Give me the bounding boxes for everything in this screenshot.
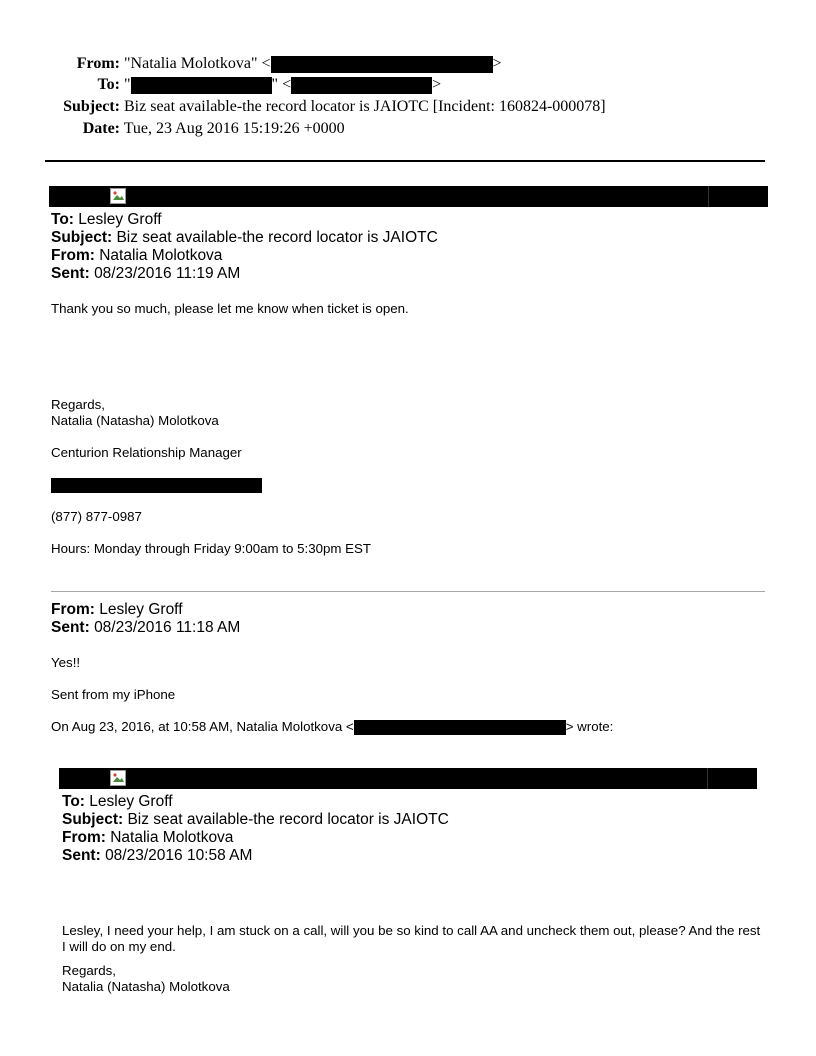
msg2-from-value: Lesley Groff — [99, 601, 183, 618]
msg1-phone: (877) 877-0987 — [51, 509, 142, 524]
message-banner — [59, 768, 757, 789]
msg2-body: Yes!! — [51, 655, 81, 670]
msg3-sent-value: 08/23/2016 10:58 AM — [105, 847, 253, 864]
header-to-label: To: — [97, 76, 120, 93]
banner-segment — [707, 768, 708, 789]
msg1-sent — [51, 265, 240, 283]
header-from-label: From: — [76, 55, 120, 72]
msg3-from-label: From: — [62, 829, 106, 846]
msg2-from — [51, 601, 183, 619]
header-subject-row — [60, 97, 606, 117]
msg3-to-value: Lesley Groff — [89, 793, 173, 810]
msg3-sent-label: Sent: — [62, 847, 101, 864]
msg1-sent-label: Sent: — [51, 265, 90, 282]
header-to-row — [60, 75, 441, 95]
msg2-sent-label: Sent: — [51, 619, 90, 636]
message-banner — [49, 186, 768, 207]
header-to-open: " — [124, 76, 131, 93]
header-from-close: > — [492, 55, 502, 72]
msg1-to — [51, 211, 162, 229]
msg1-subject-label: Subject: — [51, 229, 113, 246]
header-date-label: Date: — [82, 120, 120, 137]
msg3-from-value: Natalia Molotkova — [110, 829, 234, 846]
msg3-sent — [62, 847, 252, 865]
msg1-sender-title: Centurion Relationship Manager — [51, 445, 242, 460]
broken-image-icon — [110, 770, 126, 786]
msg2-quote-suffix: > wrote: — [565, 719, 614, 734]
header-subject-label: Subject: — [63, 98, 120, 115]
header-date-value: Tue, 23 Aug 2016 15:19:26 +0000 — [123, 120, 345, 137]
redaction-block — [291, 77, 432, 94]
msg2-quote-prefix: On Aug 23, 2016, at 10:58 AM, Natalia Molotkova < — [51, 719, 354, 734]
msg3-to-label: To: — [62, 793, 85, 810]
msg2-sent-value: 08/23/2016 11:18 AM — [94, 619, 241, 636]
msg1-body: Thank you so much, please let me know when ticket is open. — [51, 301, 409, 316]
msg3-body: Lesley, I need your help, I am stuck on a call, will you be so kind to call AA and uncheck them out, please? And the rest I will do on my end. — [62, 923, 761, 954]
header-from-value: "Natalia Molotkova" < — [124, 55, 271, 72]
msg1-sent-value: 08/23/2016 11:19 AM — [94, 265, 241, 282]
header-divider — [45, 160, 765, 162]
msg1-to-label: To: — [51, 211, 74, 228]
msg1-hours: Hours: Monday through Friday 9:00am to 5:30pm EST — [51, 541, 372, 556]
msg2-sent — [51, 619, 240, 637]
msg3-sender-name: Natalia (Natasha) Molotkova — [62, 979, 230, 994]
msg2-quote-line — [51, 719, 613, 735]
msg1-subject — [51, 229, 438, 247]
msg1-from-value: Natalia Molotkova — [99, 247, 223, 264]
msg1-from-label: From: — [51, 247, 95, 264]
redaction-block — [131, 77, 272, 94]
redaction-block — [271, 56, 493, 73]
message-divider — [51, 591, 765, 592]
broken-image-icon — [110, 188, 126, 204]
msg1-subject-value: Biz seat available-the record locator is JAIOTC — [116, 229, 438, 246]
header-subject-value: Biz seat available-the record locator is JAIOTC [Incident: 160824-000078] — [124, 98, 606, 115]
msg1-from — [51, 247, 222, 265]
msg1-to-value: Lesley Groff — [78, 211, 162, 228]
msg2-from-label: From: — [51, 601, 95, 618]
redaction-block — [354, 720, 566, 735]
header-to-mid: " < — [271, 76, 292, 93]
banner-segment — [708, 186, 709, 207]
msg2-signature: Sent from my iPhone — [51, 687, 176, 702]
msg3-subject — [62, 811, 449, 829]
msg1-sender-name: Natalia (Natasha) Molotkova — [51, 413, 219, 428]
msg3-subject-value: Biz seat available-the record locator is JAIOTC — [127, 811, 449, 828]
header-from-row — [60, 54, 502, 74]
redaction-block — [51, 478, 262, 493]
msg3-subject-label: Subject: — [62, 811, 124, 828]
msg3-from — [62, 829, 233, 847]
header-date-row — [60, 119, 345, 139]
header-to-close: > — [432, 76, 442, 93]
msg1-regards: Regards, — [51, 397, 105, 412]
msg3-regards: Regards, — [62, 963, 116, 978]
msg3-to — [62, 793, 173, 811]
